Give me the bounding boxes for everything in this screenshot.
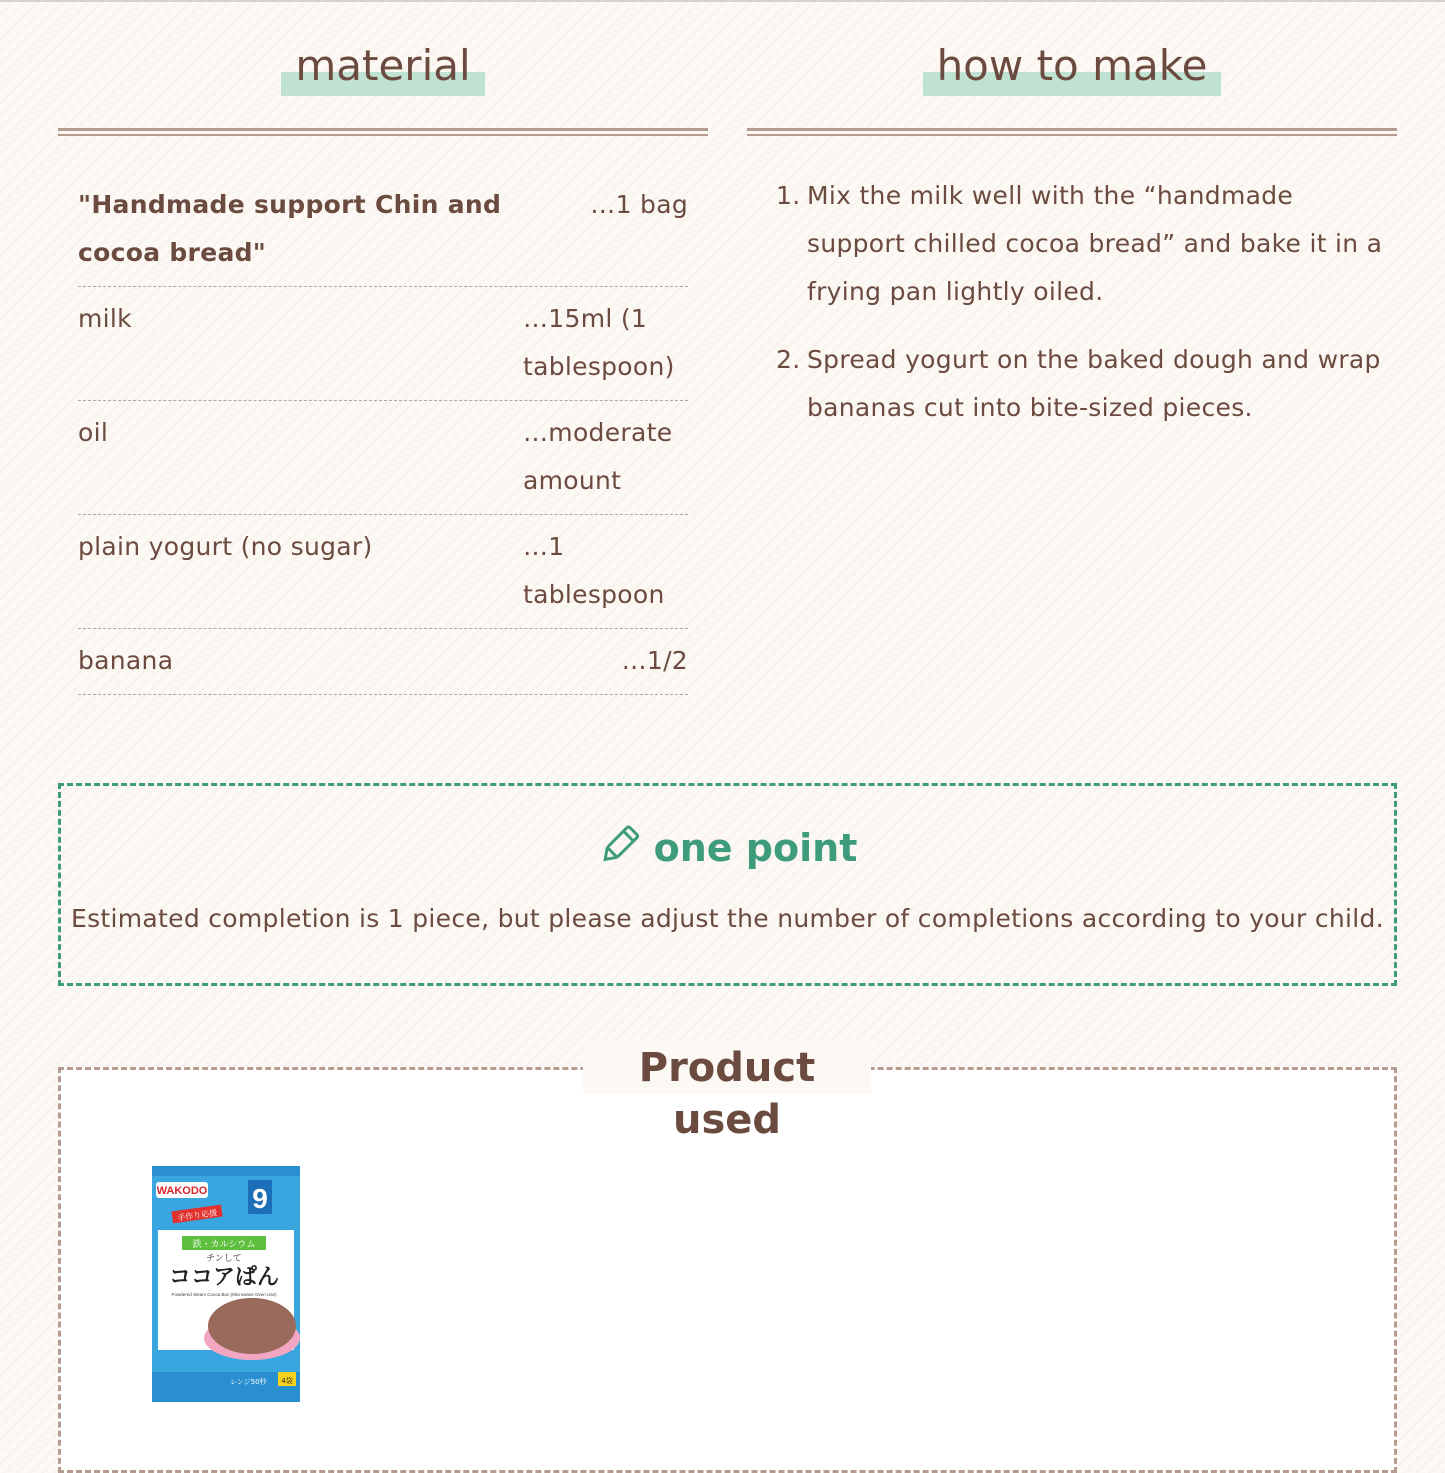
product-name-small: チンして bbox=[206, 1254, 242, 1264]
ingredient-row bbox=[78, 515, 688, 629]
steps-list bbox=[776, 172, 1386, 452]
product-range: レンジ50秒 bbox=[230, 1378, 267, 1386]
ingredient-row bbox=[78, 176, 688, 287]
step-text: Spread yogurt on the baked dough and wrap bananas cut into bite-sized pieces. bbox=[807, 345, 1381, 422]
product-brand: WAKODO bbox=[156, 1185, 208, 1197]
ingredient-quantity: …1 tablespoon bbox=[523, 532, 665, 609]
ingredient-row bbox=[78, 287, 688, 401]
how-to-make-divider bbox=[747, 128, 1397, 134]
ingredient-quantity: …1 bag bbox=[590, 190, 688, 219]
step-number: 1. bbox=[776, 181, 801, 210]
one-point-text: Estimated completion is 1 piece, but please adjust the number of completions according to your child. bbox=[71, 904, 1384, 933]
material-divider bbox=[58, 128, 708, 134]
product-english: Powdered Steam Cocoa Bun (Microwave Oven Use) bbox=[171, 1292, 277, 1297]
one-point-title: one point bbox=[653, 826, 858, 870]
ingredients-list bbox=[78, 176, 688, 695]
ingredient-row bbox=[78, 629, 688, 695]
ingredient-name: "Handmade support Chin and cocoa bread" bbox=[78, 190, 502, 267]
top-border bbox=[0, 0, 1445, 2]
product-tag: 手作り応援 bbox=[176, 1208, 218, 1223]
one-point-title-row bbox=[61, 824, 1394, 872]
material-heading: material bbox=[281, 38, 484, 94]
one-point-box bbox=[58, 783, 1397, 986]
product-package-image[interactable] bbox=[152, 1166, 300, 1402]
product-age: 9 bbox=[252, 1183, 268, 1214]
product-name-large: ココアぱん bbox=[168, 1265, 280, 1290]
ingredient-name: banana bbox=[78, 646, 174, 675]
ingredient-quantity: …15ml (1 tablespoon) bbox=[523, 304, 675, 381]
material-heading-wrap bbox=[58, 38, 708, 94]
step-item bbox=[776, 172, 1386, 316]
step-item bbox=[776, 336, 1386, 432]
how-to-make-heading-wrap bbox=[747, 38, 1397, 94]
product-used-title: Product used bbox=[583, 1042, 871, 1094]
product-subtitle: 鉄・カルシウム bbox=[192, 1240, 256, 1250]
step-number: 2. bbox=[776, 345, 801, 374]
ingredient-quantity: …1/2 bbox=[621, 646, 688, 675]
how-to-make-heading: how to make bbox=[923, 38, 1222, 94]
product-count: 4袋 bbox=[281, 1377, 293, 1385]
ingredient-name: plain yogurt (no sugar) bbox=[78, 532, 373, 561]
ingredient-name: milk bbox=[78, 304, 132, 333]
ingredient-row bbox=[78, 401, 688, 515]
ingredient-quantity: …moderate amount bbox=[523, 418, 673, 495]
step-text: Mix the milk well with the “handmade support chilled cocoa bread” and bake it in a frying pan lightly oiled. bbox=[807, 181, 1383, 306]
ingredient-name: oil bbox=[78, 418, 109, 447]
pencil-icon bbox=[598, 824, 642, 872]
